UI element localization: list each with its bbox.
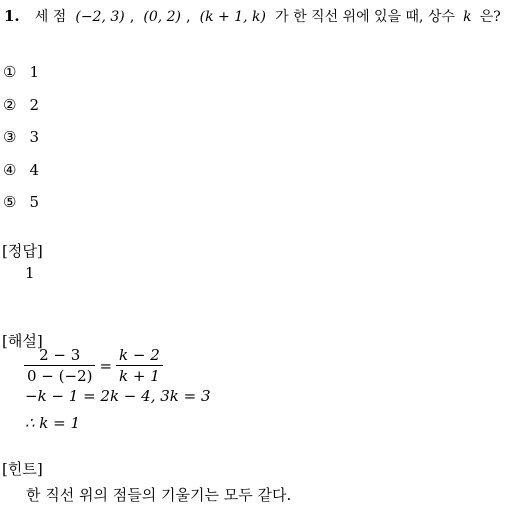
answer-value: 1 <box>25 264 35 282</box>
choice-2[interactable] <box>3 95 39 114</box>
fraction-left-numerator: 2 − 3 <box>39 346 81 364</box>
fraction-right <box>116 346 163 385</box>
question-text-part2: 가 한 직선 위에 있을 때, 상수 <box>275 9 456 25</box>
choice-mark: ③ <box>3 128 17 146</box>
equation-line-3: ∴ k = 1 <box>25 414 81 432</box>
choice-value: 4 <box>29 161 40 179</box>
choice-5[interactable] <box>3 192 39 211</box>
explanation-label: [해설] <box>2 332 43 350</box>
choice-value: 5 <box>29 193 40 211</box>
choice-1[interactable] <box>3 62 39 81</box>
fraction-left <box>24 346 95 385</box>
choice-value: 3 <box>29 128 40 146</box>
point-1: (−2, 3) <box>75 9 125 25</box>
choice-mark: ⑤ <box>3 193 17 211</box>
slope-equation <box>24 346 163 385</box>
question-text-part3: 은? <box>479 9 501 25</box>
choice-3[interactable] <box>3 127 39 146</box>
choice-mark: ④ <box>3 161 17 179</box>
equation-line-2: −k − 1 = 2k − 4, 3k = 3 <box>25 387 211 405</box>
question <box>4 6 501 26</box>
point-2: (0, 2) <box>143 9 182 25</box>
question-number: 1. <box>4 7 20 25</box>
variable-k: k <box>463 9 472 25</box>
hint-text: 한 직선 위의 점들의 기울기는 모두 같다. <box>26 486 292 504</box>
choice-mark: ① <box>3 63 17 81</box>
choice-value: 2 <box>29 96 40 114</box>
fraction-left-denominator: 0 − (−2) <box>27 367 93 385</box>
separator-1: , <box>129 9 135 25</box>
choice-value: 1 <box>29 63 40 81</box>
fraction-right-denominator: k + 1 <box>119 367 160 385</box>
answer-label: [정답] <box>2 242 43 260</box>
separator-2: , <box>186 9 191 25</box>
choice-mark: ② <box>3 96 17 114</box>
equals-sign: = <box>99 356 113 375</box>
point-3: (k + 1, k) <box>199 9 266 25</box>
choice-4[interactable] <box>3 160 39 179</box>
fraction-right-numerator: k − 2 <box>119 346 160 364</box>
question-text-part1: 세 점 <box>34 9 67 25</box>
hint-label: [힌트] <box>2 460 43 478</box>
